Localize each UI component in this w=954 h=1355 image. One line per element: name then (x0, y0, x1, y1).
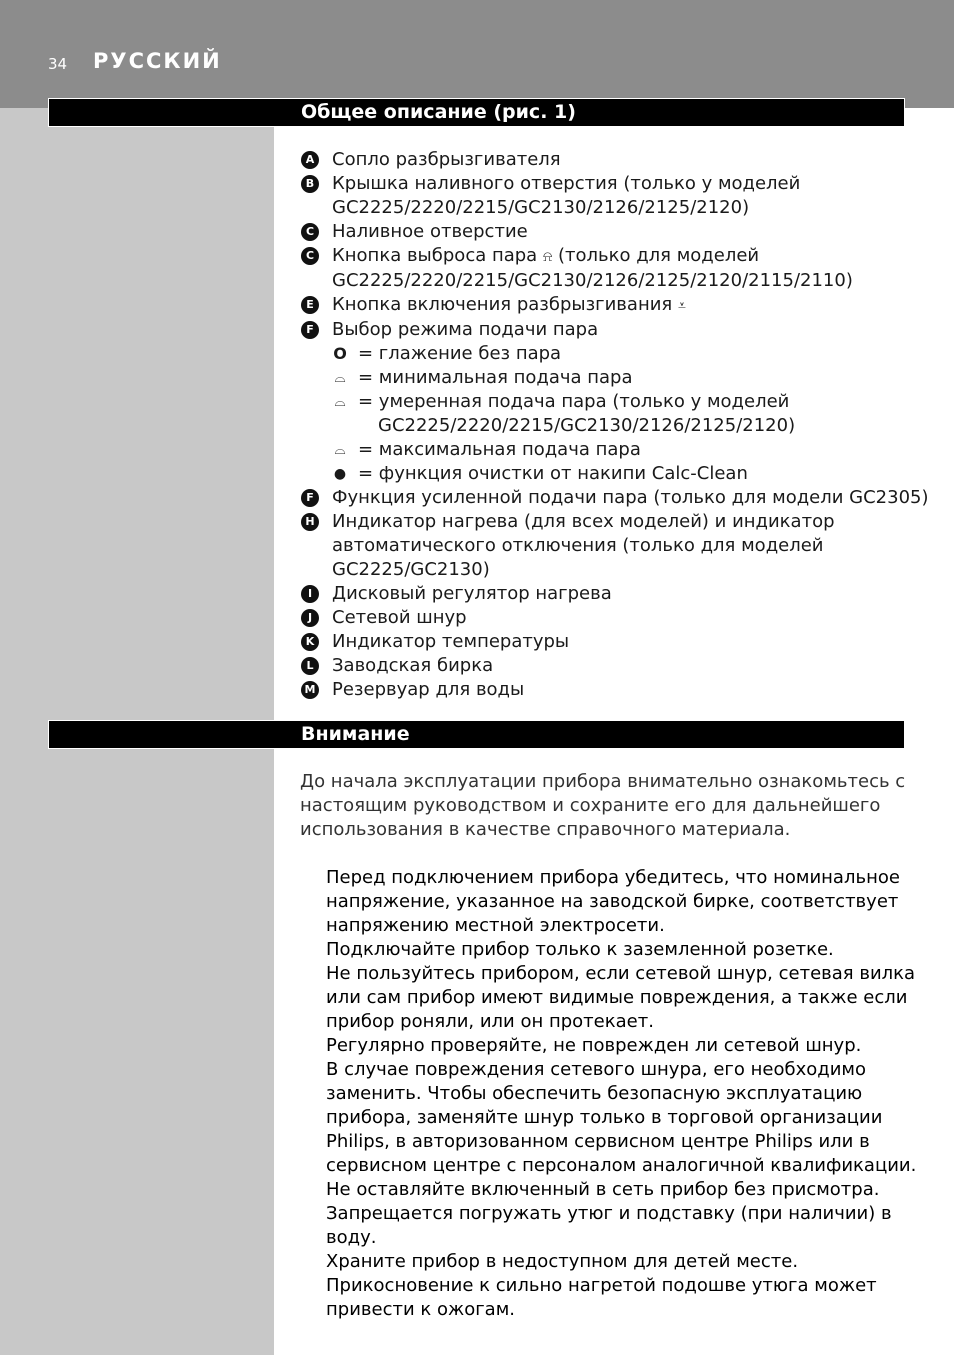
letter-badge: C (301, 223, 319, 241)
warning-line: прибор роняли, или он протекает. (326, 1011, 654, 1032)
no-steam-icon: O (333, 344, 347, 363)
list-item (300, 293, 900, 318)
item-text: Кнопка включения разбрызгивания (332, 294, 673, 315)
list-item (300, 606, 900, 630)
item-text: GC2225/2220/2215/GC2130/2126/2125/2120/2115/2110) (332, 270, 853, 291)
steam-shot-icon: ⍾ (542, 249, 553, 265)
section-bar-warning (48, 720, 905, 749)
item-text-line (332, 293, 900, 318)
warning-line: Перед подключением прибора убедитесь, что номинальное (326, 867, 900, 888)
setting-text: GC2225/2220/2215/GC2130/2126/2125/2120) (378, 415, 796, 436)
setting-text: = глажение без пара (358, 343, 562, 364)
item-text: Функция усиленной подачи пара (только для модели GC2305) (332, 487, 929, 508)
list-item (300, 244, 900, 293)
warning-line: напряжение, указанное на заводской бирке, соответствует (326, 891, 899, 912)
item-text: Заводская бирка (332, 655, 494, 676)
item-text: Крышка наливного отверстия (только у моделей (332, 173, 801, 194)
item-text: Индикатор температуры (332, 631, 570, 652)
warning-line: Не оставляйте включенный в сеть прибор без присмотра. (326, 1179, 880, 1200)
intro-paragraph (300, 770, 906, 842)
letter-badge: H (301, 513, 319, 531)
item-text: Выбор режима подачи пара (332, 319, 599, 340)
list-item (300, 654, 900, 678)
warning-line: воду. (326, 1227, 377, 1248)
item-text-line (332, 244, 900, 269)
list-item (300, 582, 900, 606)
item-text: Сопло разбрызгивателя (332, 149, 561, 170)
warning-line: В случае повреждения сетевого шнура, его необходимо (326, 1059, 866, 1080)
max-steam-icon: ⌓ (334, 442, 346, 458)
steam-setting-item (300, 390, 900, 438)
item-text: автоматического отключения (только для моделей (332, 535, 824, 556)
steam-setting-item (300, 438, 900, 462)
letter-badge: E (301, 296, 319, 314)
list-item (300, 678, 900, 702)
warnings-list (326, 866, 917, 1322)
letter-badge: F (301, 489, 319, 507)
list-item (300, 510, 900, 582)
warning-line: Подключайте прибор только к заземленной розетке. (326, 939, 834, 960)
letter-badge: C (301, 247, 319, 265)
item-text: Индикатор нагрева (для всех моделей) и индикатор (332, 511, 835, 532)
letter-badge: B (301, 175, 319, 193)
setting-text: = максимальная подача пара (358, 439, 641, 460)
item-text: GC2225/GC2130) (332, 559, 490, 580)
intro-line: настоящим руководством и сохраните его для дальнейшего (300, 795, 881, 816)
warning-line: или сам прибор имеют видимые повреждения, а также если (326, 987, 908, 1008)
warning-line: Не пользуйтесь прибором, если сетевой шнур, сетевая вилка (326, 963, 916, 984)
warning-line: привести к ожогам. (326, 1299, 515, 1320)
parts-list (300, 148, 929, 702)
letter-badge: K (301, 633, 319, 651)
letter-badge: L (301, 657, 319, 675)
setting-text: = функция очистки от накипи Calc-Clean (358, 463, 748, 484)
list-item (300, 318, 900, 342)
section-title: Общее описание (рис. 1) (301, 101, 576, 123)
steam-setting-item (300, 462, 900, 486)
medium-steam-icon: ⌓ (334, 394, 346, 410)
list-item (300, 220, 900, 244)
warning-line: напряжению местной электросети. (326, 915, 665, 936)
warning-line: заменить. Чтобы обеспечить безопасную эксплуатацию (326, 1083, 863, 1104)
setting-text: = умеренная подача пара (только у моделей (358, 391, 790, 412)
list-item (300, 630, 900, 654)
item-text: Дисковый регулятор нагрева (332, 583, 612, 604)
section-bar-general-description (48, 98, 905, 127)
item-text: Резервуар для воды (332, 679, 525, 700)
warning-line: Регулярно проверяйте, не поврежден ли сетевой шнур. (326, 1035, 862, 1056)
min-steam-icon: ⌓ (334, 370, 346, 386)
steam-setting-item (300, 366, 900, 390)
warning-line: прибора, заменяйте шнур только в торговой организации (326, 1107, 883, 1128)
letter-badge: F (301, 321, 319, 339)
setting-text: = минимальная подача пара (358, 367, 633, 388)
letter-badge: I (301, 585, 319, 603)
letter-badge: M (301, 681, 319, 699)
list-item (300, 172, 900, 220)
steam-setting-item (300, 342, 900, 366)
list-item (300, 486, 929, 510)
language-heading: РУССКИЙ (93, 49, 222, 73)
warning-line: Прикосновение к сильно нагретой подошве утюга может (326, 1275, 877, 1296)
item-text: Кнопка выброса пара (332, 245, 538, 266)
page-number: 34 (48, 55, 68, 73)
warning-line: Запрещается погружать утюг и подставку (при наличии) в (326, 1203, 892, 1224)
warning-line: сервисном центре с персоналом аналогичной квалификации. (326, 1155, 917, 1176)
intro-line: использования в качестве справочного материала. (300, 819, 791, 840)
section-title: Внимание (301, 723, 410, 745)
list-item (300, 148, 900, 172)
warning-line: Храните прибор в недоступном для детей месте. (326, 1251, 799, 1272)
calc-clean-icon: ● (333, 466, 347, 482)
item-text: (только для моделей (557, 245, 760, 266)
item-text: Наливное отверстие (332, 221, 528, 242)
letter-badge: A (301, 151, 319, 169)
item-text: Сетевой шнур (332, 607, 467, 628)
intro-line: До начала эксплуатации прибора внимательно ознакомьтесь с (300, 771, 906, 792)
spray-icon: ⩡ (677, 298, 686, 314)
letter-badge: J (301, 609, 319, 627)
item-text: GC2225/2220/2215/GC2130/2126/2125/2120) (332, 197, 750, 218)
warning-line: Philips, в авторизованном сервисном центре Philips или в (326, 1131, 870, 1152)
